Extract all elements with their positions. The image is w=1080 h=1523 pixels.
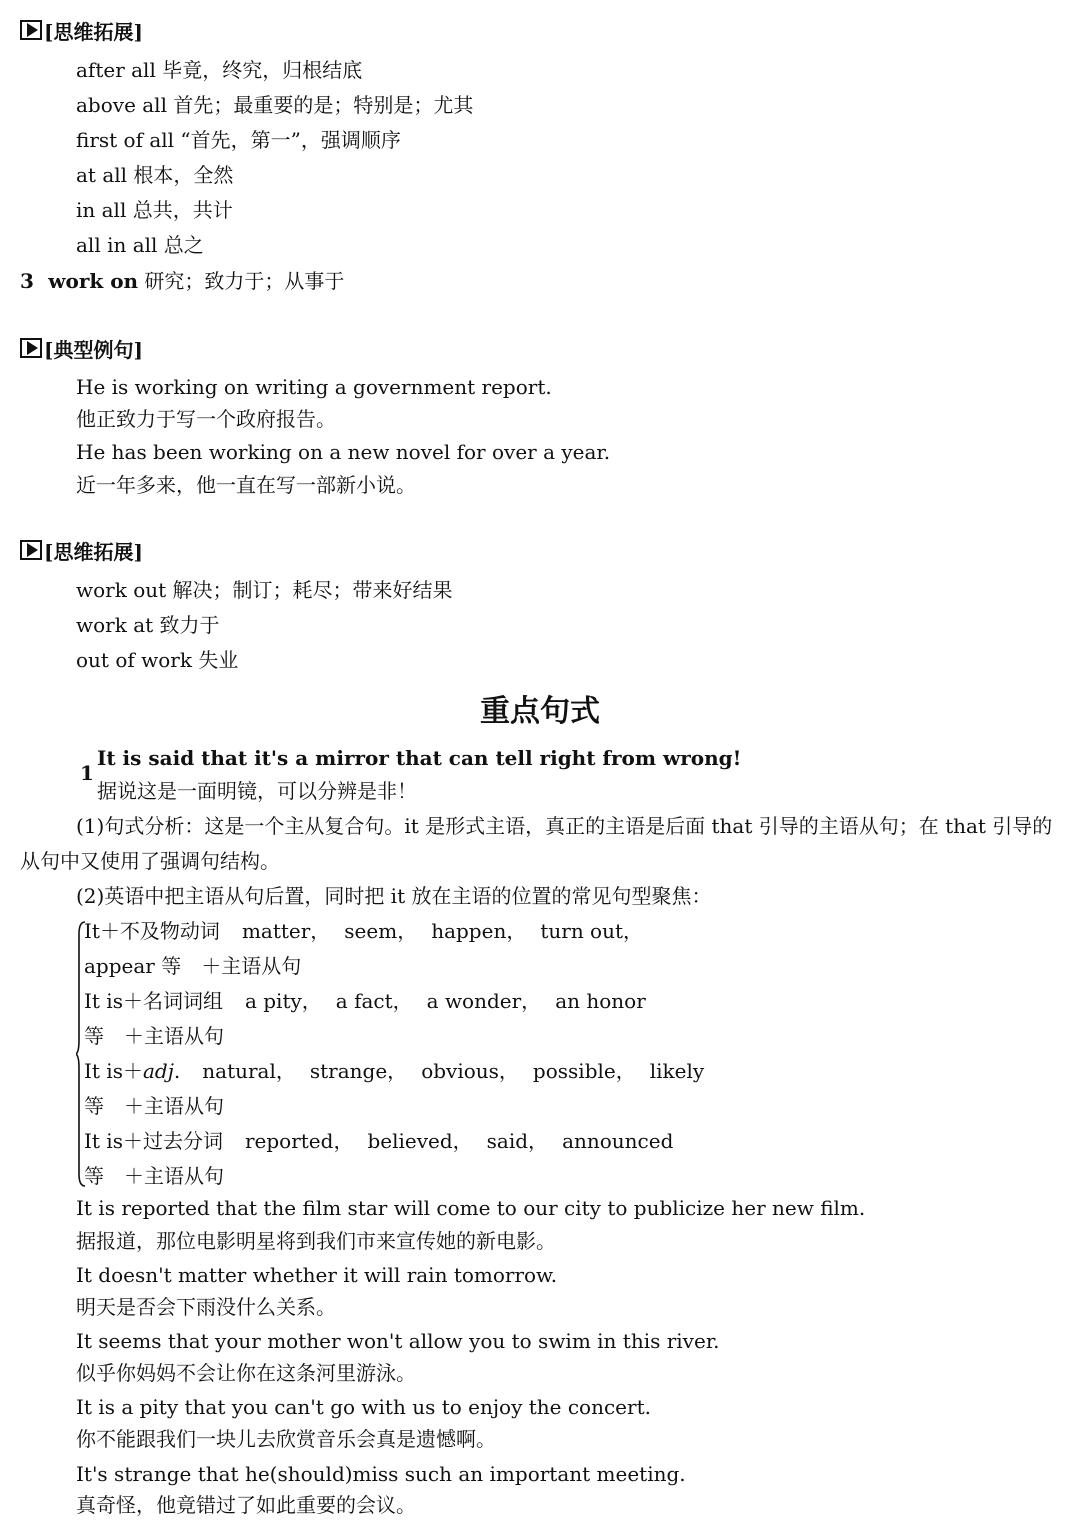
expand-line: above all 首先；最重要的是；特别是；尤其 [76, 93, 474, 117]
pattern-word: natural， [202, 1059, 296, 1083]
play-triangle-icon [20, 20, 42, 40]
pattern-head: It is＋名词词组 [84, 989, 223, 1013]
play-triangle-icon [20, 338, 42, 358]
pattern-row-1-cont: appear 等 ＋主语从句 [84, 954, 302, 978]
pattern-row-3-cont: 等 ＋主语从句 [84, 1094, 224, 1118]
example-en: It seems that your mother won't allow you to swim in this river. [76, 1329, 720, 1353]
example-en: He has been working on a new novel for over a year. [76, 440, 611, 464]
key-sentence-en: It is said that it's a mirror that can tell right from wrong! [97, 746, 742, 770]
pattern-row-4 [84, 1128, 673, 1154]
expand-line: work at 致力于 [76, 613, 220, 637]
analysis-1: (1)句式分析：这是一个主从复合句。it 是形式主语，真正的主语是后面 that 引导的主语从句；在 that 引导的 [76, 814, 1053, 838]
pattern-head: It is＋ [84, 1059, 143, 1083]
analysis-1-cont: 从句中又使用了强调句结构。 [20, 849, 280, 873]
pattern-word: a pity， [244, 989, 322, 1013]
example-en: It is reported that the film star will come to our city to publicize her new film. [76, 1196, 866, 1220]
pattern-word: happen， [431, 919, 527, 943]
pattern-word: believed， [367, 1129, 473, 1153]
pattern-word: seem， [344, 919, 418, 943]
pattern-row-4-cont: 等 ＋主语从句 [84, 1164, 224, 1188]
pattern-word: likely [649, 1059, 705, 1083]
sentence-number: 1 [80, 761, 94, 785]
pattern-word: turn out， [540, 919, 644, 943]
pattern-word: matter， [241, 919, 331, 943]
example-zh: 近一年多来，他一直在写一部新小说。 [76, 473, 416, 497]
pattern-word: strange， [309, 1059, 408, 1083]
example-en: It's strange that he(should)miss such an important meeting. [76, 1462, 686, 1486]
item-meaning: 研究；致力于；从事于 [138, 269, 345, 293]
pattern-head: It is＋过去分词 [84, 1129, 223, 1153]
pattern-row-2 [84, 988, 646, 1014]
pattern-word: said， [486, 1129, 549, 1153]
pattern-word: announced [562, 1129, 674, 1153]
pattern-row-2-cont: 等 ＋主语从句 [84, 1024, 224, 1048]
item-phrase: work on [48, 269, 139, 293]
expand-line: work out 解决；制订；耗尽；带来好结果 [76, 578, 453, 602]
expand-line: first of all “首先，第一”，强调顺序 [76, 128, 401, 152]
pattern-word: an honor [555, 989, 646, 1013]
pattern-word: reported， [244, 1129, 354, 1153]
section-header-examples [20, 334, 143, 362]
example-en: He is working on writing a government report. [76, 375, 552, 399]
pattern-row-1 [84, 918, 643, 944]
pattern-word: a fact， [335, 989, 413, 1013]
example-zh: 真奇怪，他竟错过了如此重要的会议。 [76, 1493, 416, 1517]
section-header-expand-2 [20, 536, 143, 564]
example-zh: 似乎你妈妈不会让你在这条河里游泳。 [76, 1361, 416, 1385]
section-header-expand-1 [20, 16, 143, 44]
play-triangle-icon [20, 540, 42, 560]
pattern-word: possible， [532, 1059, 636, 1083]
item-number: 3 [20, 269, 34, 293]
section-header-label: [典型例句] [44, 337, 143, 362]
section-header-label: [思维拓展] [44, 539, 143, 564]
pattern-row-3 [84, 1058, 704, 1084]
key-sentence-zh: 据说这是一面明镜，可以分辨是非！ [97, 779, 417, 803]
expand-line: after all 毕竟，终究，归根结底 [76, 58, 363, 82]
item-3 [20, 268, 344, 294]
example-zh: 你不能跟我们一块儿去欣赏音乐会真是遗憾啊。 [76, 1427, 496, 1451]
section-title-key-sentences: 重点句式 [480, 694, 600, 729]
expand-line: in all 总共，共计 [76, 198, 233, 222]
expand-line: at all 根本，全然 [76, 163, 234, 187]
pattern-head: It＋不及物动词 [84, 919, 220, 943]
pattern-word: a wonder， [426, 989, 542, 1013]
example-zh: 据报道，那位电影明星将到我们市来宣传她的新电影。 [76, 1229, 556, 1253]
expand-line: out of work 失业 [76, 648, 239, 672]
section-header-label: [思维拓展] [44, 19, 143, 44]
analysis-2: (2)英语中把主语从句后置，同时把 it 放在主语的位置的常见句型聚焦： [76, 884, 712, 908]
example-en: It is a pity that you can't go with us to enjoy the concert. [76, 1395, 651, 1419]
pattern-word: obvious， [421, 1059, 519, 1083]
expand-line: all in all 总之 [76, 233, 204, 257]
pattern-head-dot: . [173, 1059, 181, 1083]
example-zh: 他正致力于写一个政府报告。 [76, 407, 336, 431]
example-zh: 明天是否会下雨没什么关系。 [76, 1295, 336, 1319]
pattern-head-adj: adj [142, 1059, 174, 1083]
example-en: It doesn't matter whether it will rain tomorrow. [76, 1263, 558, 1287]
